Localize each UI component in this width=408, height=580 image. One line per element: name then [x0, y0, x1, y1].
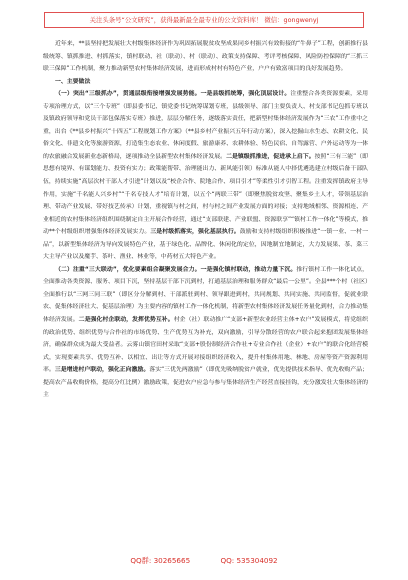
- subsection-two-text-2: 村企（社）联动推广“支部+新型农业经营主体+农户”发展模式，将党组织的政治优势、组织优势与合作社的市场优势、生产优势互为补充，双向激励，引导分散经营的农户联合起来抱团发展集体经济，确保群众成为最大受益者。云雾山镇官田村采取“支部+股份制经济合作社+专业合作社（企业）+农户”的联合化经营模式，实现要素共享、优势互补、以相宜、出让等方式开展对接组织经济收入，提升村集体用地、林地、房屋等资产资源利用率。: [43, 317, 369, 374]
- subsection-two-text: 推行镇村工作一体化试点，全面推动各类资源、服务、项目下沉，坚持基层干部下沉到村，打通基层治理和服务群众“最后一公里”。全县***个村（社区）全面推行以“三网三同三联”（即区分分解到村、干部派驻到村、领导跟进到村，共同规划、共同实施、共同监督，促就业联农、促集体经济壮大、促基层治理）为主要内容的镇村工作一体化机制，将新型农村集体经济发展任务量化到村，合力推动集体经济发展。: [43, 266, 369, 324]
- subsection-two-lead: 一是强化镇村联动，推动力量下沉。: [200, 266, 297, 273]
- subsection-one-lead: 一是县级抓统筹，强化顶层设计。: [200, 91, 291, 98]
- subsection-one-text-2: 按照“三有三能”（即思想有境界、有谋划能力、投资有实力；政策能帮带、治理能出力、新风能引领）标准从能人中择优遴选建立村级后备干部队伍，持续实施“高层次村干部人才引进”计划以及“校企合作、院地合作、项目引才”等柔性引才引智工程。注重发挥镇政府主导作用，实施“千名能人兴乡村”“千名专技人才”培育计划，以五个“两联三带”（即聚焦脱贫攻坚、聚集乡土人才，带领基层治理、带动产业发展、带好技艺传承）计划，重视镇与村之间，村与村之间产业发展方面的对接；支持地域相邻、资源相连、产业相近的农村集体经济组织围绕制定自主开展合作经营，通过“支部联建、产业联盟、资源联享”“镇村工作一体化”等模式，推动**个村级组织增强集体经济发展实力。: [43, 153, 368, 236]
- section-heading-main-practices: 一、主要做法: [55, 78, 91, 85]
- subsection-one-text-3: 鼓励和支持村级组织积极推进“一镇一业、一村一品”，以新型集体经济为导向发展特色产业，基于绿色化、品牌化、休闲化的定位，因地制宜地制定，大力发展果、茶、菜三大主导产业以及魔芋、茶叶、渔业、林业等，中药材五大特色产业。: [43, 229, 368, 261]
- footer-contact: [0, 552, 408, 570]
- subsection-two-paragraph: [43, 264, 368, 402]
- subsection-one-title: （一）突出“三级抓办”，贯通层级衔接增强发展势能。: [55, 91, 201, 98]
- footer-qq: QQ: 535304092: [220, 556, 278, 565]
- document-body: [43, 38, 368, 402]
- subsection-one-lead-3: 三是村级抓落实，强化基层执行。: [150, 229, 240, 236]
- subsection-two-text-3: 落实“三优先两激励”（即优先吸纳脱贫户就业，优先提供技术指导、优先收购产品；提高农产品收购价格，提高分红比例）激励政策，促进农户应急与参与集体经济生产经营直接挂钩，充分激发壮大集体经济的主: [43, 367, 368, 399]
- subsection-one-paragraph: [43, 88, 368, 264]
- subsection-two-lead-3: 三是增进村户联动，强化正向激励。: [54, 367, 150, 374]
- subsection-two-lead-2: 二是强化村企联动，发挥优势互补。: [78, 317, 174, 324]
- intro-paragraph: 近年来，**县坚持把发展壮大村级集体经济作为巩固拓展脱贫攻坚成果同乡村振兴有效衔接的“牛鼻子”工程，创新推行县级统筹、镇抓推进、村抓落实，镇村联动、社（联动）、村（联动）、政策支持保障、考评考核保障、风险防控保障的“三抓三联三保障”工作机制，聚力推动新型农村集体经济发展，进而形成村村有特色产业，户户有致富项目的良好发展趋势。: [43, 41, 368, 73]
- subsection-one-text: 注重整合各类资源要素，采用专项治理方式，以“三个专班”（即县委书记、镇党委书记统筹谋划专班，县级领导、部门主要负责人、村支部书记包抓专班以及镇政府领导和党员干部包保落实专班）推进，层层分解任务，逐级落实责任，把新型村集体经济发展作为“三农”工作重中之重，出台《**县乡村振兴“十四五”工程规划工作方案》（**县乡村产业振兴五年行动方案），深入挖掘山水生态、农耕文化、民俗文化、非遗文化等旅游资源，打造集生态农业、休闲度假、旅游康养、农耕体验、特色民宿、自驾露营、户外运动等为一体的农旅融合发展新业态新格局，逐项推动全县新型农村集体经济发展。: [43, 91, 369, 160]
- footer-qq-group: QQ群: 30265665: [130, 556, 191, 565]
- top-banner: 关注头条号“公文研究”，获得最新最全最专业的公文资料库！ 微信：gongwenyj: [44, 12, 364, 28]
- subsection-two-title: （二）注重“三大联动”，优化要素组合凝聚发展合力。: [55, 266, 201, 273]
- subsection-one-lead-2: 二是镇级抓推进，促进承上启下。: [226, 153, 315, 160]
